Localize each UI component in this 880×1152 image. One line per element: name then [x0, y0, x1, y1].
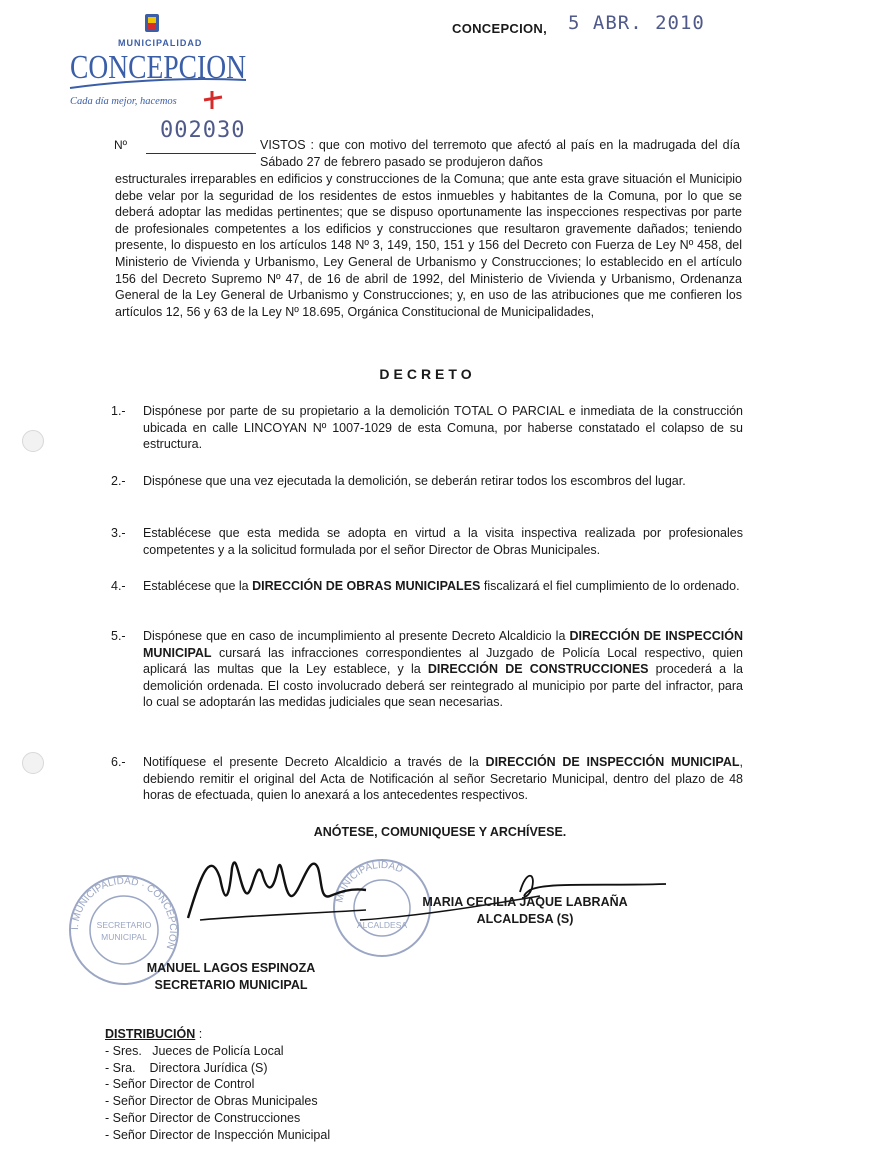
seal-center-text: ALCALDESA: [356, 920, 408, 930]
secretary-signature-block: [126, 960, 336, 994]
logo-graphic: [66, 10, 256, 110]
distribution-title: DISTRIBUCIÓN: [105, 1027, 196, 1041]
vistos-body: estructurales irreparables en edificios y construcciones de la Comuna; que ante esta grave situación el Municipio debe velar por la seguridad de los residentes de estos inmuebles y habitantes de la Comuna, por lo que se deberá adoptar las medidas pertinentes; que se dispuso oportunamente las inspecciones respectivas por parte de profesionales competentes a los edificios y construcciones que resultaron gravemente dañados; teniendo presente, lo dispuesto en los artículos 148 Nº 3, 149, 150, 151 y 156 del Decreto con Fuerza de Ley Nº 458, del Ministerio de Vivienda y Urbanismo, Ley General de Urbanismo y Construcciones; lo establecido en el artículo 156 del Decreto Supremo Nº 47, de 16 de abril de 1992, del Ministerio de Vivienda y Urbanismo, Ordenanza General de la Ley General de Urbanismo y Construcciones; y, en uso de las atribuciones que me confieren los artículos 12, 56 y 63 de la Ley Nº 18.695, Orgánica Constitucional de Municipalidades,: [115, 172, 742, 319]
municipality-logo: [66, 10, 256, 110]
item-text: Dispónese que en caso de incumplimiento al presente Decreto Alcaldicio la: [143, 629, 570, 643]
closing-formula: ANÓTESE, COMUNIQUESE Y ARCHÍVESE.: [313, 825, 567, 839]
mayor-name: MARIA CECILIA JAQUE LABRAÑA: [422, 895, 628, 909]
secretary-name: MANUEL LAGOS ESPINOZA: [146, 961, 316, 975]
item-text: Dispónese por parte de su propietario a la demolición TOTAL O PARCIAL e inmediata de la construcción ubicada en calle LINCOYAN Nº 1007-1029 de esta Comuna, por haberse constatado el colapso de su estructura.: [143, 404, 743, 452]
decree-item-1: [111, 403, 743, 453]
list-item: - Señor Director de Construcciones: [105, 1110, 301, 1125]
decree-item-2: [111, 473, 743, 490]
item-number: 3.-: [111, 526, 126, 540]
decree-number: 002030: [160, 118, 246, 143]
item-text: Notifíquese el presente Decreto Alcaldicio a través de la: [143, 755, 486, 769]
seal-center-text: MUNICIPAL: [101, 932, 147, 942]
item-bold-text: DIRECCIÓN DE OBRAS MUNICIPALES: [252, 579, 481, 593]
seal-ring-text: I. MUNICIPALIDAD · CONCEPCION: [69, 875, 179, 951]
list-item: - Señor Director de Inspección Municipal: [105, 1127, 331, 1142]
decree-item-5: [111, 628, 743, 711]
item-number: 5.-: [111, 629, 126, 643]
decree-item-4: [111, 578, 743, 595]
distribution-list: [105, 1026, 331, 1142]
item-number: 6.-: [111, 755, 126, 769]
item-text: Establécese que la: [143, 579, 253, 593]
punch-hole: [22, 430, 44, 452]
vistos-first-lines: VISTOS : que con motivo del terremoto que afectó al país en la madrugada del día Sábado 27 de febrero pasado se produjeron daños: [260, 138, 740, 169]
number-label: Nº: [114, 138, 128, 152]
item-text: Establécese que esta medida se adopta en virtud a la visita inspectiva realizada por profesionales competentes y a la solicitud formulada por el señor Director de Obras Municipales.: [143, 526, 743, 557]
decree-item-6: [111, 754, 743, 804]
logo-top-text: MUNICIPALIDAD: [118, 38, 203, 48]
item-number: 2.-: [111, 474, 126, 488]
item-text: procederá a la demolición ordenada. El costo involucrado deberá ser reintegrado al municipio por parte del infractor, para lo cual se adoptarán las medidas judiciales que sean necesarias.: [143, 662, 743, 710]
list-item: - Sra. Directora Jurídica (S): [105, 1060, 268, 1075]
item-text: Dispónese que una vez ejecutada la demolición, se deberán retirar todos los escombros del lugar.: [143, 474, 686, 488]
item-bold-text: DIRECCIÓN DE INSPECCIÓN MUNICIPAL: [143, 629, 743, 660]
date-stamp: 5 ABR. 2010: [568, 12, 705, 34]
item-number: 4.-: [111, 579, 126, 593]
city-label: CONCEPCION,: [452, 21, 548, 36]
seal-center-text: SECRETARIO: [96, 920, 152, 930]
punch-hole: [22, 752, 44, 774]
logo-plus-icon: [204, 91, 222, 109]
mayor-signature-block: [412, 894, 638, 928]
item-text: fiscalizará el fiel cumplimiento de lo ordenado.: [480, 579, 740, 593]
decree-item-3: [111, 525, 743, 558]
item-number: 1.-: [111, 404, 126, 418]
distribution-colon: :: [195, 1027, 203, 1041]
mayor-title: ALCALDESA (S): [476, 912, 574, 926]
logo-slogan: Cada día mejor, hacemos: [70, 96, 177, 107]
decreto-heading: DECRETO: [379, 366, 476, 382]
list-item: - Sres. Jueces de Policía Local: [105, 1043, 284, 1058]
list-item: - Señor Director de Obras Municipales: [105, 1094, 318, 1109]
seal-ring-text: MUNICIPALIDAD: [334, 859, 405, 904]
item-text: , debiendo remitir el original del Acta de Notificación al señor Secretario Municipal, dentro del plazo de 48 horas de efectuada, quien lo anexará a los antecedentes respectivos.: [143, 755, 743, 803]
number-underline: [146, 153, 256, 154]
item-text: cursará las infracciones correspondientes al Juzgado de Policía Local respectivo, quien aplicará las multas que la Ley establece, y la: [143, 645, 743, 677]
item-bold-text: DIRECCIÓN DE INSPECCIÓN MUNICIPAL: [485, 755, 740, 769]
secretary-title: SECRETARIO MUNICIPAL: [154, 978, 308, 992]
logo-main-text: CONCEPCION: [70, 49, 246, 86]
item-bold-text: DIRECCIÓN DE CONSTRUCCIONES: [427, 662, 649, 677]
list-item: - Señor Director de Control: [105, 1077, 255, 1092]
secretary-signature: [180, 838, 370, 928]
